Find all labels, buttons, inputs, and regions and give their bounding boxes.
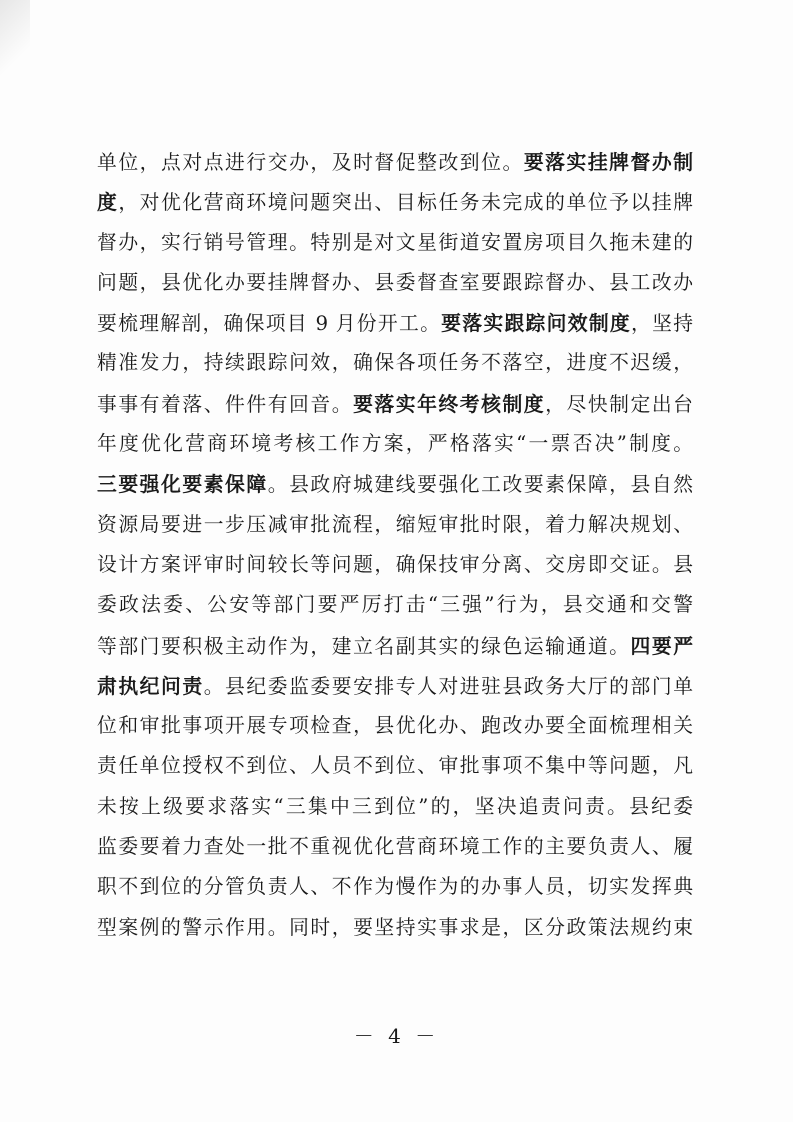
page-number: － 4 － [353,1024,440,1048]
bold-text-run: 肃执纪问责 [97,673,204,698]
text-run: 委政法委、公安等部门要严厉打击“三强”行为，县交通和交警 [97,593,693,617]
text-line [97,343,693,383]
text-run: 督办，实行销号管理。特别是对文星街道安置房项目久拖未建的 [97,230,693,254]
text-line [97,545,693,585]
document-body [97,142,693,948]
text-run: 。县政府城建线要强化工改要素保障，县自然 [267,473,693,497]
text-run: 问题，县优化办要挂牌督办、县委督查室要跟踪督办、县工改办 [97,270,693,294]
text-run: 设计方案评审时间较长等问题，确保技审分离、交房即交证。县 [97,552,693,576]
text-run: 等部门要积极主动作为，建立名副其实的绿色运输通道。 [97,634,631,658]
text-line [97,142,693,182]
text-line [97,867,693,907]
text-run: 位和审批事项开展专项检查，县优化办、跑改办要全面梳理相关 [97,714,693,738]
bold-text-run: 要落实挂牌督办制 [523,150,693,174]
text-line [97,464,693,504]
bold-text-run: 要落实跟踪问效制度 [441,311,632,336]
text-run: 精准发力，持续跟踪问效，确保各项任务不落空，进度不迟缓， [97,351,693,375]
text-run: 资源局要进一步压减审批流程，缩短审批时限，着力解决规划、 [97,512,693,536]
text-line [97,223,693,263]
text-run: ，尽快制定出台 [545,392,693,416]
text-run: 要梳理解剖，确保项目 9 月份开工。 [97,312,442,336]
text-line [97,787,693,827]
text-line [97,666,693,706]
text-line [97,706,693,746]
text-line [97,303,693,343]
text-line [97,908,693,948]
bold-text-run: 四要严 [630,633,693,658]
scan-shadow [0,0,30,80]
text-run: 职不到位的分管负责人、不作为慢作为的办事人员，切实发挥典 [97,875,693,899]
text-line [97,384,693,424]
text-run: 监委要着力查处一批不重视优化营商环境工作的主要负责人、履 [97,835,693,859]
text-run: 。县纪委监委要安排专人对进驻县政务大厅的部门单 [203,674,693,698]
text-run: 责任单位授权不到位、人员不到位、审批事项不集中等问题，凡 [97,754,693,778]
text-line [97,585,693,625]
text-run: 型案例的警示作用。同时，要坚持实事求是，区分政策法规约束 [97,915,693,939]
text-line [97,746,693,786]
text-line [97,626,693,666]
text-line [97,263,693,303]
text-run: 年度优化营商环境考核工作方案，严格落实“一票否决”制度。 [97,432,693,456]
text-run: 事事有着落、件件有回音。 [97,392,354,416]
text-line [97,505,693,545]
text-line [97,827,693,867]
text-line [97,424,693,464]
bold-text-run: 三要强化要素保障 [97,472,268,497]
bold-text-run: 度 [97,190,119,215]
text-run: ，对优化营商环境问题突出、目标任务未完成的单位予以挂牌 [118,191,693,215]
bold-text-run: 要落实年终考核制度 [353,391,546,416]
text-run: ，坚持 [631,312,693,336]
text-run: 单位，点对点进行交办，及时督促整改到位。 [97,151,524,174]
text-line [97,182,693,222]
text-run: 未按上级要求落实“三集中三到位”的，坚决追责问责。县纪委 [97,794,693,818]
